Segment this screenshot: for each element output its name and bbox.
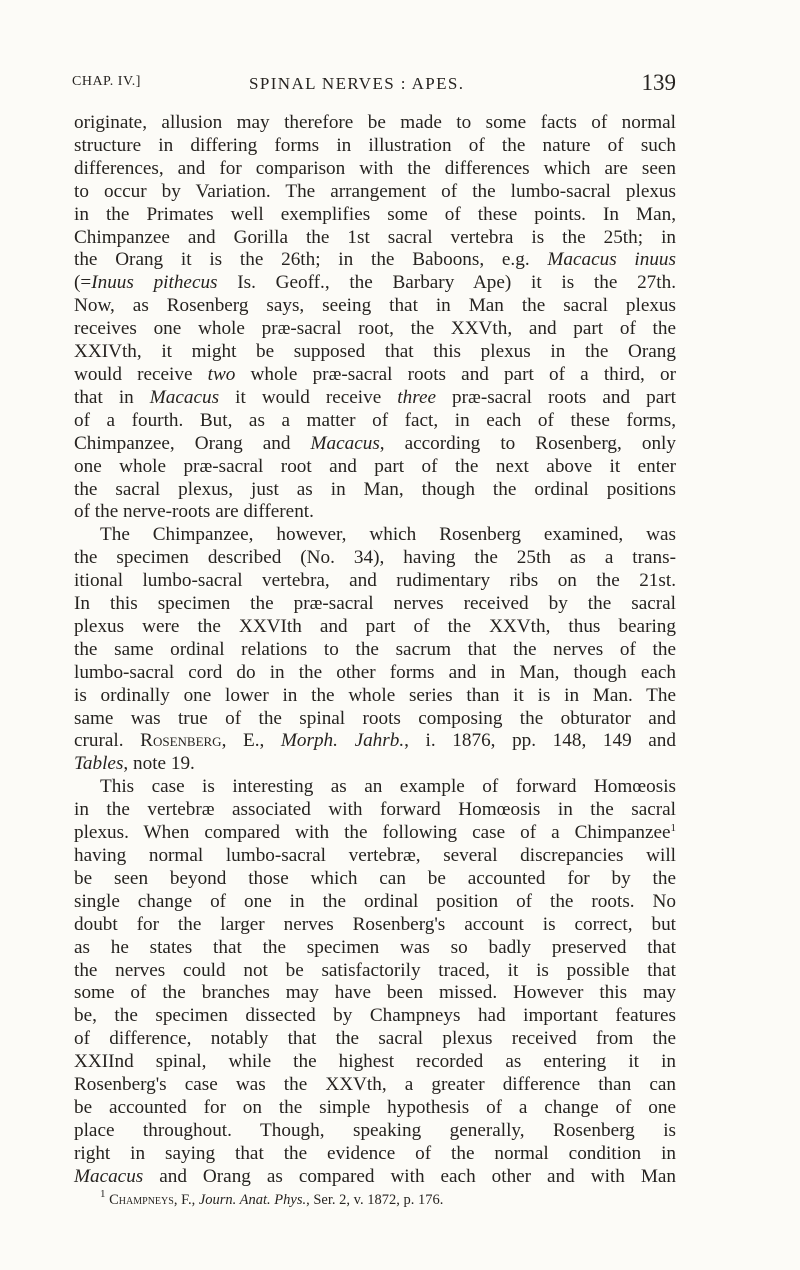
text-run: Macacus — [74, 1165, 144, 1187]
footnote-marker: 1 — [100, 1187, 106, 1200]
text-run: , E., — [221, 730, 281, 752]
text-line — [74, 1005, 676, 1028]
text-line — [74, 364, 676, 387]
text-run: is ordinally one lower in the whole series than it is in Man. The — [74, 684, 676, 706]
text-run: XXIVth, it might be supposed that this plexus in the Orang — [74, 341, 676, 363]
text-line — [74, 845, 676, 868]
text-run: Tables — [74, 753, 124, 775]
text-line — [74, 1143, 676, 1166]
text-run: as he states that the specimen was so badly preserved that — [74, 936, 676, 958]
text-line — [74, 891, 676, 914]
text-line — [74, 524, 676, 547]
text-run: some of the branches may have been missed. However this may — [74, 982, 676, 1004]
text-run: same was true of the spinal roots composing the obturator and — [74, 707, 676, 729]
text-run: three — [397, 386, 436, 408]
text-run: right in saying that the evidence of the normal condition in — [74, 1142, 676, 1164]
text-run: , F., — [173, 1191, 199, 1208]
body-text — [74, 112, 676, 1211]
text-run: itional lumbo-sacral vertebra, and rudimentary ribs on the 21st. — [74, 570, 676, 592]
text-line — [74, 868, 676, 891]
text-line — [74, 616, 676, 639]
text-line — [74, 547, 676, 570]
text-line — [74, 937, 676, 960]
text-run: that in — [74, 386, 150, 408]
page-number: 139 — [641, 70, 676, 95]
text-line — [74, 662, 676, 685]
text-line — [74, 410, 676, 433]
text-run: , note 19. — [123, 753, 195, 775]
running-header — [72, 70, 676, 100]
text-line — [74, 181, 676, 204]
text-run: In this specimen the præ-sacral nerves received by the sacral — [74, 593, 676, 615]
text-run: the Orang it is the 26th; in the Baboons, e.g. — [74, 249, 548, 271]
text-run: Champneys — [109, 1191, 174, 1208]
text-line — [74, 1097, 676, 1120]
text-line — [74, 227, 676, 250]
text-run: the sacral plexus, just as in Man, though the ordinal positions — [74, 478, 676, 500]
text-line — [74, 112, 676, 135]
text-run: place throughout. Though, speaking generally, Rosenberg is — [74, 1119, 676, 1141]
text-run: crural. — [74, 730, 141, 752]
text-line — [74, 822, 676, 845]
text-line — [74, 1120, 676, 1143]
text-run: structure in differing forms in illustration of the nature of such — [74, 134, 676, 156]
text-run: in the vertebræ associated with forward Homœosis in the sacral — [74, 799, 676, 821]
text-line — [74, 799, 676, 822]
text-run: , i. 1876, pp. 148, 149 and — [404, 730, 676, 752]
text-line — [74, 639, 676, 662]
text-line — [74, 914, 676, 937]
text-run: it would receive — [219, 386, 398, 408]
text-run: single change of one in the ordinal position of the roots. No — [74, 890, 676, 912]
text-line — [74, 295, 676, 318]
text-line — [74, 776, 676, 799]
text-run: doubt for the larger nerves Rosenberg's account is correct, but — [74, 913, 676, 935]
text-run: Chimpanzee, Orang and — [74, 432, 311, 454]
text-run: whole præ-sacral roots and part of a third, or — [235, 363, 676, 385]
text-run: Now, as Rosenberg says, seeing that in Man the sacral plexus — [74, 295, 676, 317]
footnote — [74, 1189, 676, 1211]
text-run: of the nerve-roots are different. — [74, 501, 314, 523]
text-run: XXIInd spinal, while the highest recorded as entering it in — [74, 1051, 676, 1073]
text-run: Journ. Anat. Phys. — [198, 1191, 307, 1208]
text-run: This case is interesting as an example of forward Homœosis — [100, 776, 676, 798]
text-run: having normal lumbo-sacral vertebræ, several discrepancies will — [74, 845, 676, 866]
text-run: be seen beyond those which can be accounted for by the — [74, 867, 676, 889]
text-run: plexus were the XXVIth and part of the XXVth, thus bearing — [74, 615, 676, 637]
text-run: Inuus pithecus — [91, 272, 218, 294]
text-line — [74, 501, 676, 524]
text-run: be, the specimen dissected by Champneys had important features — [74, 1005, 676, 1027]
text-run: of a fourth. But, as a matter of fact, in each of these forms, — [74, 409, 676, 431]
running-title: SPINAL NERVES : APES. — [249, 74, 465, 93]
text-run: originate, allusion may therefore be made to some facts of normal — [74, 112, 676, 133]
text-run: would receive — [74, 363, 208, 385]
text-line — [74, 433, 676, 456]
text-line — [74, 1166, 676, 1189]
text-line — [74, 982, 676, 1005]
text-run: , Ser. 2, v. 1872, p. 176. — [306, 1191, 444, 1208]
text-line — [74, 593, 676, 616]
text-line — [74, 708, 676, 731]
text-line — [74, 685, 676, 708]
text-run: two — [207, 363, 236, 385]
text-line — [74, 341, 676, 364]
text-line — [74, 387, 676, 410]
text-line — [74, 204, 676, 227]
text-run: be accounted for on the simple hypothesis of a change of one — [74, 1096, 676, 1118]
text-run: (= — [74, 272, 92, 294]
text-run: the specimen described (No. 34), having the 25th as a trans- — [74, 547, 676, 569]
text-run: Chimpanzee and Gorilla the 1st sacral vertebra is the 25th; in — [74, 226, 676, 248]
text-run: , according to Rosenberg, only — [379, 432, 676, 454]
text-run: Macacus — [149, 386, 220, 408]
text-line — [74, 1074, 676, 1097]
text-line — [74, 158, 676, 181]
text-run: the same ordinal relations to the sacrum that the nerves of the — [74, 638, 676, 660]
text-line — [74, 1028, 676, 1051]
footnote-ref: 1 — [670, 822, 676, 835]
text-run: Is. Geoff., the Barbary Ape) it is the 27th. — [217, 272, 676, 294]
chapter-label: CHAP. IV.] — [72, 74, 141, 89]
text-run: Rosenberg's case was the XXVth, a greater difference than can — [74, 1074, 676, 1096]
text-run: The Chimpanzee, however, which Rosenberg examined, was — [100, 524, 676, 546]
text-line — [74, 318, 676, 341]
text-run: Morph. Jahrb. — [280, 730, 405, 752]
text-run: plexus. When compared with the following case of a Chimpanzee — [74, 822, 671, 844]
text-run: Macacus — [310, 432, 380, 454]
text-run: and Orang as compared with each other and with Man — [143, 1165, 676, 1187]
text-line — [74, 730, 676, 753]
text-run: receives one whole præ-sacral root, the XXVth, and part of the — [74, 318, 676, 340]
text-run: one whole præ-sacral root and part of the next above it enter — [74, 455, 676, 477]
text-run: to occur by Variation. The arrangement of the lumbo-sacral plexus — [74, 180, 676, 202]
text-line — [74, 249, 676, 272]
text-run: the nerves could not be satisfactorily traced, it is possible that — [74, 959, 676, 981]
text-line — [74, 1051, 676, 1074]
text-run: in the Primates well exemplifies some of these points. In Man, — [74, 203, 676, 225]
text-run: of difference, notably that the sacral plexus received from the — [74, 1028, 676, 1050]
text-line — [74, 960, 676, 983]
text-run: differences, and for comparison with the differences which are seen — [74, 157, 676, 179]
text-line — [74, 479, 676, 502]
text-line — [74, 456, 676, 479]
text-run: Rosenberg — [140, 730, 222, 752]
text-line — [74, 135, 676, 158]
text-run: lumbo-sacral cord do in the other forms and in Man, though each — [74, 661, 676, 683]
text-run: Macacus inuus — [547, 249, 676, 271]
text-line — [74, 753, 676, 776]
text-line — [74, 570, 676, 593]
text-line — [74, 272, 676, 295]
text-run: præ-sacral roots and part — [435, 386, 676, 408]
